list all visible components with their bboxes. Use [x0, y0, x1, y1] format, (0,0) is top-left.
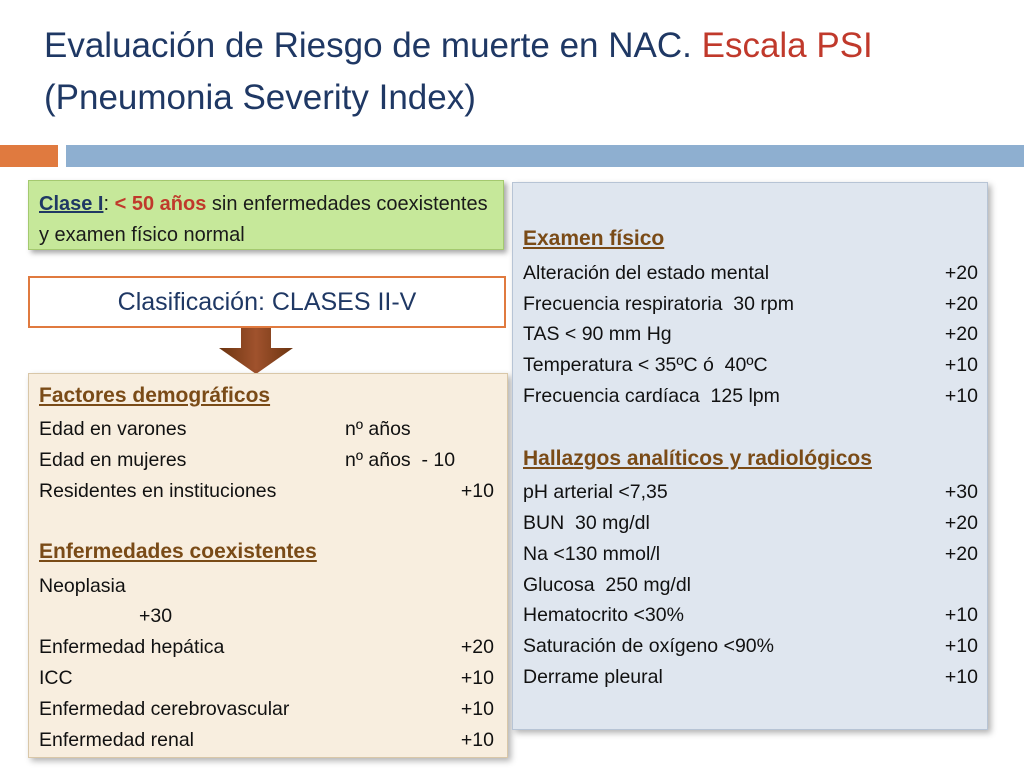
list-item [523, 662, 978, 692]
row-value: +10 [460, 729, 494, 751]
row-label: Na <130 mmol/l [523, 543, 661, 565]
row-value: +20 [944, 293, 978, 315]
row-value: +10 [944, 385, 978, 407]
list-item [523, 477, 978, 507]
list-item [39, 601, 494, 631]
list-item [39, 571, 494, 601]
row-label: Saturación de oxígeno <90% [523, 635, 774, 657]
list-item [523, 258, 978, 288]
row-value: +10 [944, 354, 978, 376]
row-value: +20 [944, 543, 978, 565]
title-accent: Escala PSI [701, 26, 873, 65]
list-item [523, 600, 978, 630]
list-item [523, 381, 978, 411]
title-main: Evaluación de Riesgo de muerte en NAC. [44, 26, 692, 65]
row-label: Alteración del estado mental [523, 262, 770, 284]
clase-1-rest: sin enfermedades coexistentes y examen físico normal [39, 193, 488, 246]
row-label: Glucosa 250 mg/dl [523, 574, 692, 596]
row-label: Enfermedad cerebrovascular [39, 698, 290, 720]
row-label: Enfermedad renal [39, 729, 195, 751]
comorbidities-heading: Enfermedades coexistentes [39, 540, 317, 563]
row-value: +30 [944, 481, 978, 503]
list-item [523, 350, 978, 380]
row-label: TAS < 90 mm Hg [523, 323, 672, 345]
row-value: +10 [460, 667, 494, 689]
list-item [523, 508, 978, 538]
clase-1-colon: : [103, 193, 110, 215]
row-value: +10 [460, 480, 494, 502]
clase-1-box [28, 180, 504, 250]
down-arrow-icon [219, 328, 293, 374]
clase-1-age: < 50 años [114, 193, 207, 215]
orange-accent-bar [0, 145, 58, 167]
row-value: nº años [345, 418, 411, 440]
row-label: Residentes en instituciones [39, 480, 277, 502]
row-value: +30 [139, 605, 173, 627]
demographic-factors-box [28, 373, 508, 758]
row-label: Frecuencia cardíaca 125 lpm [523, 385, 780, 407]
row-value: +20 [944, 323, 978, 345]
row-value: +20 [944, 262, 978, 284]
row-label: Temperatura < 35ºC ó 40ºC [523, 354, 768, 376]
blue-accent-bar [66, 145, 1024, 167]
title-line2: (Pneumonia Severity Index) [44, 78, 476, 117]
row-value: +10 [944, 635, 978, 657]
list-item [39, 414, 494, 444]
clase-1-label: Clase I [39, 193, 104, 215]
row-value: +10 [944, 666, 978, 688]
row-value: nº años - 10 [345, 449, 456, 471]
row-label: Enfermedad hepática [39, 636, 225, 658]
clasificacion-box: Clasificación: CLASES II-V [28, 276, 506, 328]
row-label: Derrame pleural [523, 666, 663, 688]
list-item [39, 725, 494, 755]
demographic-heading: Factores demográficos [39, 384, 271, 407]
row-value: +20 [944, 512, 978, 534]
lab-findings-heading: Hallazgos analíticos y radiológicos [523, 447, 872, 470]
row-label: Frecuencia respiratoria 30 rpm [523, 293, 794, 315]
slide-title [44, 20, 1004, 124]
row-value: +10 [460, 698, 494, 720]
list-item [39, 476, 494, 506]
list-item [523, 631, 978, 661]
list-item [39, 694, 494, 724]
list-item [523, 539, 978, 569]
row-label: ICC [39, 667, 73, 689]
list-item [39, 663, 494, 693]
list-item [523, 570, 978, 600]
physical-exam-box [512, 182, 988, 730]
row-label: Neoplasia [39, 575, 126, 597]
row-label: Hematocrito <30% [523, 604, 684, 626]
list-item [39, 632, 494, 662]
row-label: BUN 30 mg/dl [523, 512, 650, 534]
list-item [523, 319, 978, 349]
list-item [39, 445, 494, 475]
row-value: +20 [460, 636, 494, 658]
row-label: Edad en mujeres [39, 449, 187, 471]
physical-exam-heading: Examen físico [523, 227, 665, 250]
row-label: pH arterial <7,35 [523, 481, 668, 503]
row-value: +10 [944, 604, 978, 626]
row-label: Edad en varones [39, 418, 187, 440]
list-item [523, 289, 978, 319]
